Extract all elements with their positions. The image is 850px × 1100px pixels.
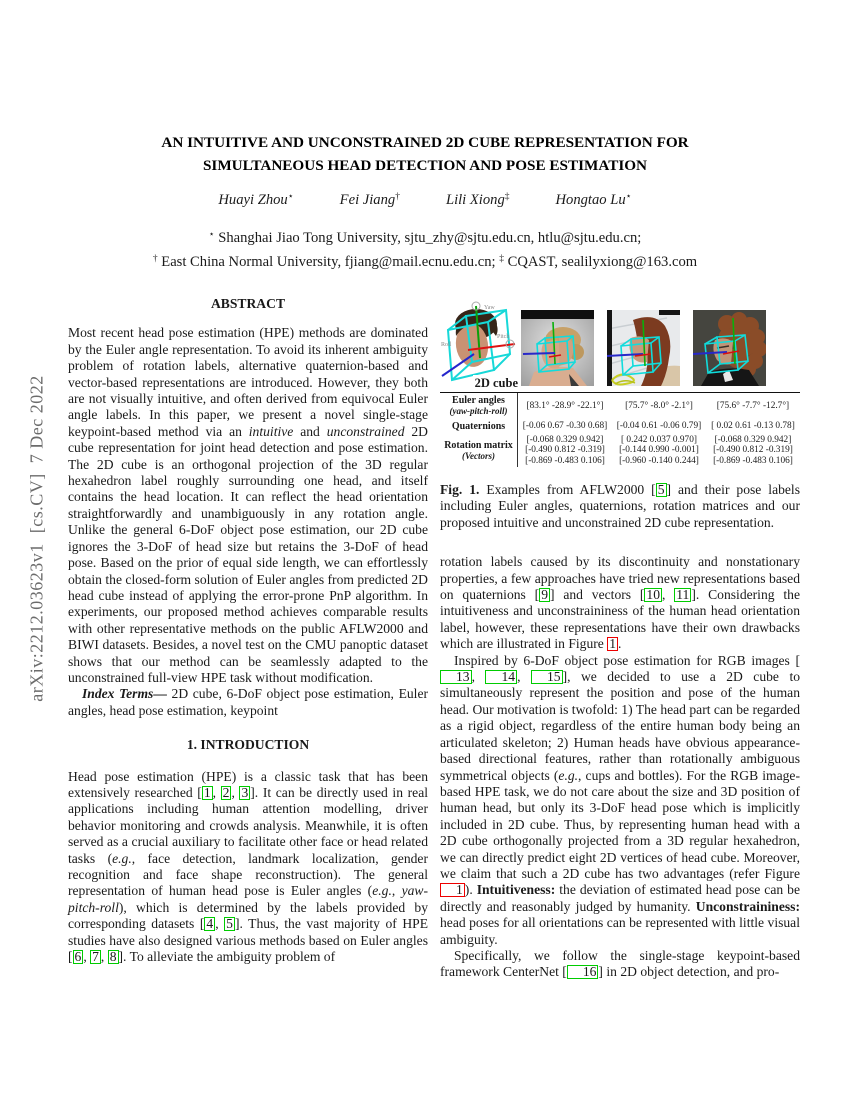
citation-link[interactable]: 10	[646, 587, 661, 603]
figure-ref-link[interactable]: 1	[609, 636, 617, 652]
citation-link[interactable]: 7	[92, 949, 99, 965]
example-photo-2	[607, 310, 680, 386]
author-list	[59, 192, 791, 209]
intro-heading: 1. INTRODUCTION	[186, 737, 310, 753]
citation-link[interactable]: 5	[226, 916, 233, 932]
quaternion-value-3: [ 0.02 0.61 -0.13 0.78]	[711, 421, 795, 432]
quaternion-value-2: [-0.04 0.61 -0.06 0.79]	[616, 421, 702, 432]
citation-link[interactable]: 15	[531, 670, 563, 684]
figure-images-row	[440, 300, 800, 392]
citation-link[interactable]: 5	[657, 482, 665, 497]
quaternions-row-label: Quaternions	[451, 421, 506, 432]
author-sup-1: ⋆	[287, 192, 294, 202]
author-sup-2: †	[395, 192, 400, 202]
citation-link[interactable]: 4	[206, 916, 214, 932]
rotation-matrix-2: [ 0.242 0.037 0.970] [-0.144 0.990 -0.001] [-0.960 -0.140 0.244]	[619, 434, 699, 466]
author-name-1: Huayi Zhou⋆	[218, 192, 294, 208]
author-name-4: Hongtao Lu⋆	[555, 192, 632, 208]
pose-label-table	[440, 392, 800, 467]
abstract-text: Most recent head pose estimation (HPE) methods are dominated by the Euler angle representation. To avoid its inherent ambiguity problem of rotation labels, alternative quaternion-based and vector-based representations are introduced. However, they both are not visually intuitive, and often derived from equivocal Euler angle labels. In this paper, we present a novel single-stage keypoint-based method via an intuitive and unconstrained 2D cube representation for joint head detection and pose estimation. The 2D cube is an orthogonal projection of the 3D regular hexahedron label roughly surrounding one head, and itself contains the head location. It can reflect the head orientation straightforwardly and unambiguously in any rotation angle. Unlike the general 6-DoF object pose estimation, our 2D cube ignores the 3-DoF of head size but retains the 3-DoF of head pose. Based on the prior of equal side length, we can effortlessly obtain the closed-form solution of Euler angles from predicted 2D head cube instead of applying the error-prone PnP algorithm. In experiments, our proposed method achieves comparable results with other representative methods on the public AFLW2000 and BIWI datasets. Besides, a novel test on the CMU panoptic dataset shows that our method can be seamlessly adapted to the unconstrained full-view HPE task without modification.	[68, 325, 428, 685]
right-column	[440, 296, 800, 981]
paper-title-line1: AN INTUITIVE AND UNCONSTRAINED 2D CUBE REPRESENTATION FOR	[161, 134, 689, 151]
quaternion-value-1: [-0.06 0.67 -0.30 0.68]	[522, 421, 608, 432]
citation-link[interactable]: 2	[222, 784, 230, 800]
cube-label: 2D cube	[474, 375, 518, 390]
citation-link[interactable]: 9	[541, 587, 548, 603]
paper-title	[59, 131, 791, 177]
figure-1	[440, 300, 800, 467]
body-paragraph-1: rotation labels caused by its discontinuity and nonstationary properties, a few approaches have tried new representations based on quaternions [ 9 ] and vectors [ 10 , 11 ]. Considering the intuitiveness and unconstraininess of the human head orientation label, however, these representations have their own drawbacks which are illustrated in Figure 1 .	[440, 554, 800, 652]
rotation-matrix-3: [-0.068 0.329 0.942] [-0.490 0.812 -0.319] [-0.869 -0.483 0.106]	[713, 434, 793, 466]
example-photo-1	[521, 310, 594, 386]
author-sup-4: ⋆	[625, 192, 632, 202]
affiliation-line-1: ⋆ Shanghai Jiao Tong University, sjtu_zhy@sjtu.edu.cn, htlu@sjtu.edu.cn;	[208, 230, 642, 246]
left-column	[68, 296, 428, 965]
body-paragraph-2: Inspired by 6-DoF object pose estimation for RGB images [13 , 14 , 15 ], we decided to use a 2D cube to simultaneously represent the position and pose of the human head. Our motivation is twofold: 1) The head part can be regarded as a rigid object, regardless of the entire human body being an articulated skeleton; 2) Human heads have obvious appearance-based directional features, rather than rotationally ambiguous symmetrical objects (e.g., cups and bottles). For the RGB image-based HPE task, we do not care about the size and 3D position of human head, but only its 3-DoF head pose which is implicitly included in 2D cube. Thus, by representing human head with a 2D cube orthogonally projected from a 3D regular hexahedron, we can directly predict eight 2D vertices of head cube. Moreover, we claim that such a 2D cube has two advantages (refer Figure 1 ). Intuitiveness: the deviation of estimated head pose can be directly and reasonably judged by humanity. Unconstraininess: head poses for all orientations can be represented with little visual ambiguity.	[440, 652, 801, 947]
table-row-euler-angles	[440, 393, 800, 419]
citation-link[interactable]: 14	[485, 670, 517, 684]
euler-row-sublabel: (yaw-pitch-roll)	[449, 406, 508, 416]
affiliation-line-2: † East China Normal University, fjiang@mail.ecnu.edu.cn; ‡ CQAST, sealilyxiong@163.com	[152, 254, 698, 270]
paper-title-line2: SIMULTANEOUS HEAD DETECTION AND POSE ESTIMATION	[202, 157, 648, 174]
figure-caption: Fig. 1. Examples from AFLW2000 [ 5 ] and their pose labels including Euler angles, quaternions, rotation matrices and our proposed intuitive and unconstrained 2D cube representation.	[440, 482, 800, 530]
citation-link[interactable]: 8	[109, 949, 117, 965]
body-paragraph-3: Specifically, we follow the single-stage keypoint-based framework CenterNet [ 16 ] in 2D object detection, and pro-	[440, 947, 800, 980]
citation-link[interactable]: 13	[440, 670, 472, 684]
table-row-quaternions	[440, 419, 800, 434]
euler-value-2: [75.7° -8.0° -2.1°]	[625, 400, 693, 411]
citation-link[interactable]: 11	[676, 587, 690, 603]
affiliations	[59, 227, 791, 275]
cube-illustration-cell	[440, 300, 516, 392]
author-name-3: Lili Xiong‡	[445, 192, 510, 208]
euler-value-1: [83.1° -28.9° -22.1°]	[526, 400, 604, 411]
yaw-axis-label: Yaw	[484, 305, 495, 311]
example-photo-3	[693, 310, 766, 386]
citation-link[interactable]: 6	[74, 949, 82, 965]
euler-row-label: Euler angles	[452, 395, 505, 406]
abstract-heading: ABSTRACT	[210, 296, 286, 311]
index-terms: Index Terms— 2D cube, 6-DoF object pose estimation, Euler angles, head pose estimation, keypoint	[68, 686, 429, 718]
figure-ref-link[interactable]: 1	[440, 883, 465, 897]
pitch-axis-label: Pitch	[497, 334, 510, 340]
roll-axis-label: Roll	[441, 342, 452, 348]
arxiv-watermark: arXiv:2212.03623v1 [cs.CV] 7 Dec 2022	[26, 375, 47, 702]
author-sup-3: ‡	[504, 192, 510, 202]
citation-link[interactable]: 16	[567, 965, 599, 979]
table-row-rotation-matrix	[440, 434, 800, 467]
rotation-row-sublabel: (Vectors)	[462, 450, 495, 461]
rotation-matrix-1: [-0.068 0.329 0.942] [-0.490 0.812 -0.319] [-0.869 -0.483 0.106]	[525, 434, 605, 466]
rotation-row-label: Rotation matrix	[444, 439, 513, 451]
intro-paragraph: Head pose estimation (HPE) is a classic task that has been extensively researched [ 1 , 2 , 3 ]. It can be directly used in real applications including human attention modelling, driver behavior monitoring and crowds analysis. Meanwhile, it is often served as a crucial auxiliary to facilitate other face or head related tasks (e.g., face detection, landmark localization, gender recognition and face shape reconstruction). The general representation of human head pose is Euler angles (e.g., yaw-pitch-roll), which is determined by the labels provided by corresponding datasets [ 4 , 5 ]. Thus, the vast majority of HPE studies have also designed various methods based on Euler angles [ 6 , 7 , 8 ]. To alleviate the ambiguity problem of	[68, 768, 429, 965]
author-name-2: Fei Jiang†	[339, 192, 400, 208]
citation-link[interactable]: 1	[203, 784, 211, 800]
euler-value-3: [75.6° -7.7° -12.7°]	[716, 400, 790, 411]
citation-link[interactable]: 3	[241, 784, 249, 800]
